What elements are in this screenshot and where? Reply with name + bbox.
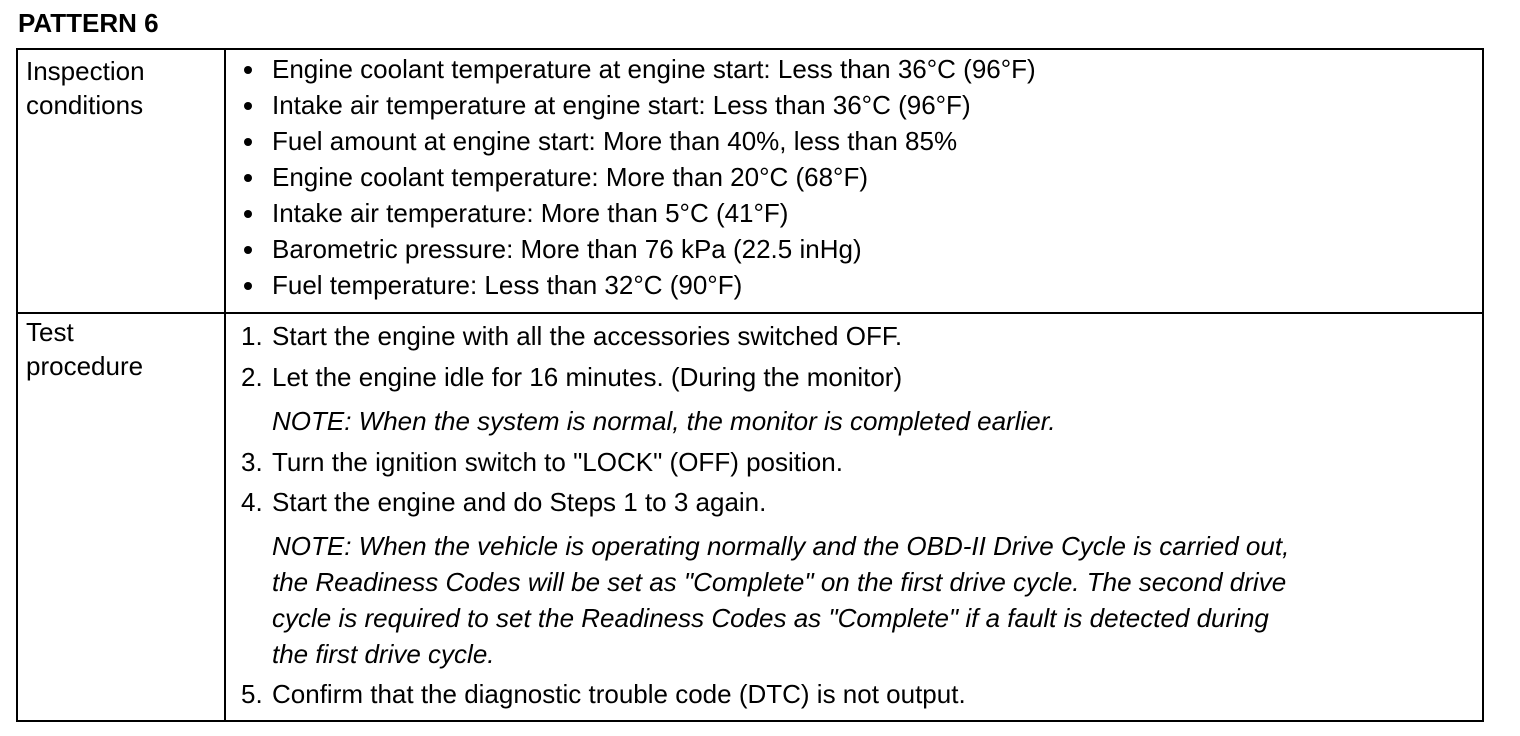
bullet-icon xyxy=(244,102,252,110)
page-title: PATTERN 6 xyxy=(18,8,159,38)
condition-item: Fuel amount at engine start: More than 40%, less than 85% xyxy=(272,126,958,156)
procedure-note-line: the first drive cycle. xyxy=(272,639,495,669)
condition-item: Intake air temperature at engine start: Less than 36°C (96°F) xyxy=(272,90,971,120)
label-line: procedure xyxy=(26,351,144,381)
bullet-icon xyxy=(244,246,252,254)
test-procedure-label xyxy=(26,315,143,383)
condition-item: Intake air temperature: More than 5°C (41°F) xyxy=(272,198,789,228)
label-line: conditions xyxy=(26,90,144,120)
procedure-note-line: cycle is required to set the Readiness Codes as "Complete" if a fault is detected during xyxy=(272,603,1269,633)
condition-item: Engine coolant temperature at engine start: Less than 36°C (96°F) xyxy=(272,54,1036,84)
procedure-note-line: the Readiness Codes will be set as "Complete" on the first drive cycle. The second drive xyxy=(272,567,1287,597)
procedure-step: Turn the ignition switch to "LOCK" (OFF) position. xyxy=(272,447,843,477)
procedure-step: Start the engine with all the accessories switched OFF. xyxy=(272,321,903,351)
bullet-icon xyxy=(244,138,252,146)
step-number: 3. xyxy=(241,447,263,477)
bullet-icon xyxy=(244,174,252,182)
condition-item: Barometric pressure: More than 76 kPa (22.5 inHg) xyxy=(272,234,862,264)
procedure-note: NOTE: When the system is normal, the monitor is completed earlier. xyxy=(272,406,1056,436)
label-line: Inspection xyxy=(26,56,145,86)
condition-item: Fuel temperature: Less than 32°C (90°F) xyxy=(272,270,743,300)
bullet-icon xyxy=(244,66,252,74)
label-line: Test xyxy=(26,317,74,347)
row-divider xyxy=(18,312,1482,314)
step-number: 1. xyxy=(241,321,263,351)
step-number: 5. xyxy=(241,679,263,709)
inspection-conditions-label xyxy=(26,54,145,122)
procedure-step: Confirm that the diagnostic trouble code (DTC) is not output. xyxy=(272,679,966,709)
bullet-icon xyxy=(244,210,252,218)
column-divider xyxy=(224,50,226,720)
procedure-step: Let the engine idle for 16 minutes. (During the monitor) xyxy=(272,362,903,392)
procedure-step: Start the engine and do Steps 1 to 3 again. xyxy=(272,487,767,517)
step-number: 2. xyxy=(241,362,263,392)
pattern-table xyxy=(16,48,1484,722)
condition-item: Engine coolant temperature: More than 20°C (68°F) xyxy=(272,162,868,192)
procedure-note-line: NOTE: When the vehicle is operating normally and the OBD-II Drive Cycle is carried out, xyxy=(272,531,1290,561)
step-number: 4. xyxy=(241,487,263,517)
bullet-icon xyxy=(244,282,252,290)
